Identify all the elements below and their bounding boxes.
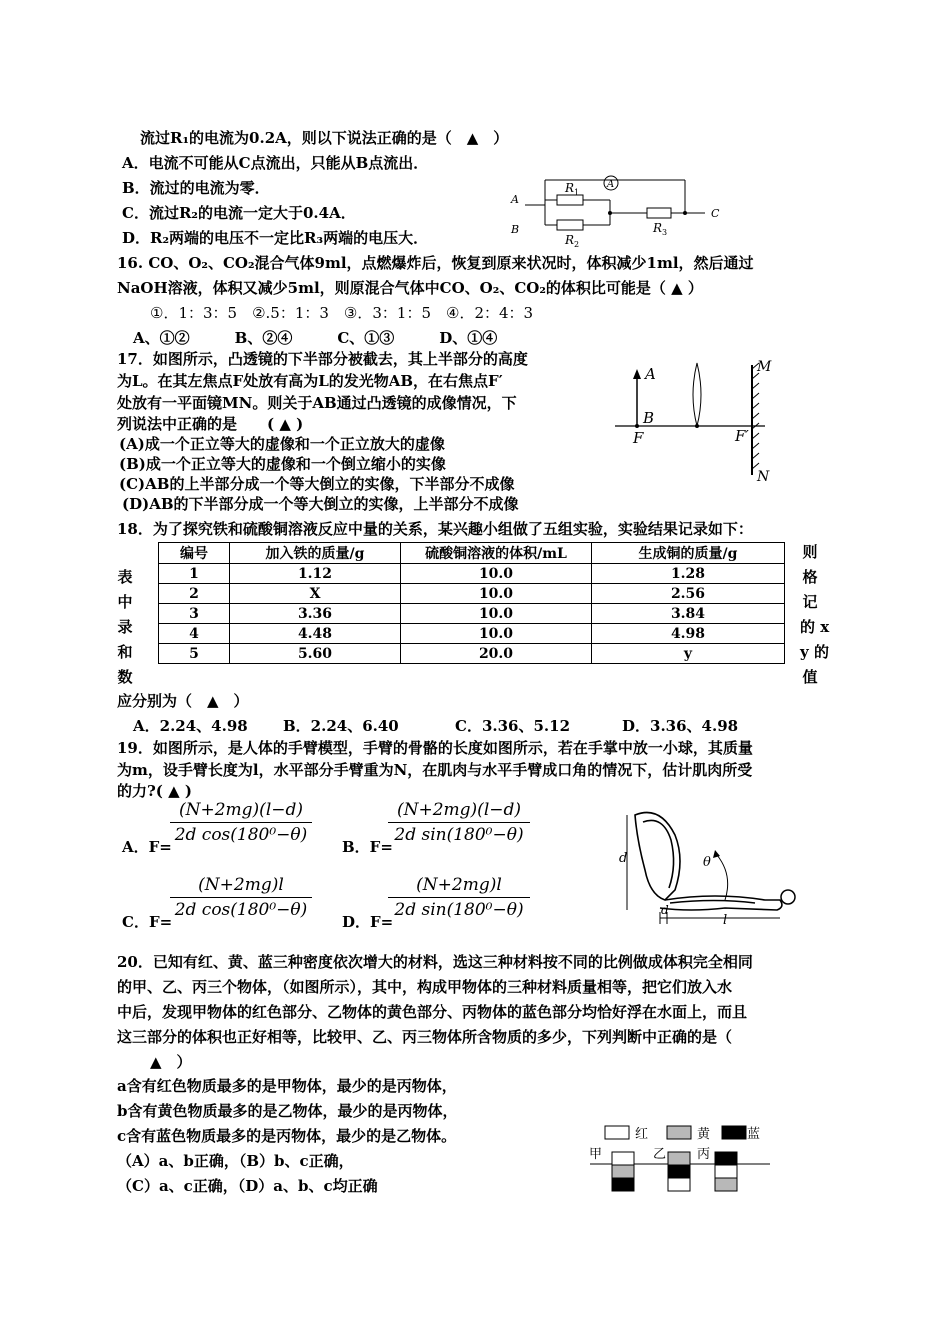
- q20-line-2: 的甲、乙、丙三个物体，（如图所示），其中，构成甲物体的三种材料质量相等，把它们放入水: [117, 978, 733, 996]
- q18-right-char-3: 记: [802, 593, 818, 611]
- table-row: [159, 644, 785, 664]
- q19-option-b-formula: [388, 800, 530, 845]
- q20-objects-diagram: [585, 1120, 775, 1200]
- table-cell: 10.0: [401, 604, 592, 624]
- q15-option-c: C．流过R₂的电流一定大于0.4A．: [122, 204, 356, 222]
- yi-yellow-part: [668, 1152, 690, 1165]
- legend-red-swatch: [605, 1126, 629, 1139]
- q20-line-3: 中后，发现甲物体的红色部分、乙物体的黄色部分、丙物体的蓝色部分均恰好浮在水面上，而且: [117, 1003, 748, 1021]
- formula-denominator: 2d cos(180⁰−θ): [174, 825, 308, 845]
- q16-ratios: ①．1：3：5 ②.5：1：3 ③．3：1：5 ④．2：4：3: [150, 304, 534, 322]
- q18-tail: 应分别为（ ▲ ）: [117, 692, 249, 710]
- arm-label-d-small: d: [661, 903, 669, 917]
- label-yi: 乙: [653, 1147, 667, 1162]
- q15-option-b: B．流过的电流为零．: [122, 179, 270, 197]
- bing-red-part: [715, 1165, 737, 1178]
- q18-left-char-5: 数: [117, 668, 133, 686]
- formula-numerator: (N+2mg)l: [388, 875, 530, 898]
- q19-option-a-label: A．F=: [122, 838, 172, 856]
- q20-statement-b: b含有黄色物质最多的是乙物体，最少的是丙物体，: [117, 1102, 458, 1120]
- table-cell: 1: [159, 564, 230, 584]
- label-jia: 甲: [589, 1147, 603, 1162]
- q19-option-b-label: B．F=: [342, 838, 393, 856]
- circuit-label-r2-sub: 2: [574, 240, 580, 249]
- q19-line-1: 19．如图所示，是人体的手臂模型，手臂的骨骼的长度如图所示，若在手掌中放一小球，其质量: [117, 739, 753, 757]
- arm-label-l: l: [723, 913, 728, 928]
- circuit-label-r2: R: [565, 233, 575, 247]
- q18-left-char-2: 中: [117, 593, 133, 611]
- q20-statement-c: c含有蓝色物质最多的是丙物体，最少的是乙物体。: [117, 1127, 457, 1145]
- q19-option-c-label: C．F=: [122, 913, 173, 931]
- legend-blue-swatch: [722, 1126, 746, 1139]
- table-row: [159, 564, 785, 584]
- label-bing: 丙: [697, 1147, 711, 1162]
- q17-line-1: 17．如图所示，凸透镜的下半部分被截去，其上半部分的高度: [117, 350, 528, 368]
- q16-line-2: NaOH溶液，体积又减少5ml，则原混合气体中CO、O₂、CO₂的体积比可能是（ ▲ ）: [117, 279, 703, 297]
- arm-label-d: d: [619, 851, 628, 866]
- q15-circuit-diagram: [505, 170, 735, 252]
- q19-line-2: 为m，设手臂长度为l，水平部分手臂重为N，在肌肉与水平手臂成口角的情况下，估计肌肉所受: [117, 761, 753, 779]
- table-cell: 4: [159, 624, 230, 644]
- table-cell: 3.36: [230, 604, 401, 624]
- circuit-label-a: A: [511, 193, 519, 206]
- arm-label-theta: θ: [703, 855, 711, 870]
- q18-choice-c: C．3.36、5.12: [455, 717, 571, 735]
- bing-blue-part: [715, 1152, 737, 1165]
- q19-option-d-label: D．F=: [342, 913, 394, 931]
- q19-option-d-formula: [388, 875, 530, 920]
- legend-yellow-swatch: [667, 1126, 691, 1139]
- circuit-label-b: B: [511, 223, 520, 236]
- table-cell: 5: [159, 644, 230, 664]
- formula-denominator: 2d sin(180⁰−θ): [394, 900, 524, 920]
- table-cell: y: [592, 644, 785, 664]
- q20-line-1: 20．已知有红、黄、蓝三种密度依次增大的材料，选这三种材料按不同的比例做成体积完全相同: [117, 953, 753, 971]
- q17-lens-mirror-diagram: [605, 355, 785, 485]
- table-cell: 20.0: [401, 644, 592, 664]
- table-cell: 5.60: [230, 644, 401, 664]
- ammeter-label: A: [607, 179, 615, 190]
- q18-left-char-1: 表: [117, 568, 133, 586]
- q17-line-2: 为L。在其左焦点F处放有高为L的发光物AB，在右焦点F′: [117, 372, 503, 390]
- q17-option-d: (D)AB的下半部分成一个等大倒立的实像，上半部分不成像: [122, 495, 519, 513]
- q20-statement-a: a含有红色物质最多的是甲物体，最少的是丙物体，: [117, 1077, 457, 1095]
- circuit-label-r1: R: [565, 181, 575, 195]
- q20-option-1: （A）a、b正确，（B）b、c正确，: [117, 1152, 354, 1170]
- circuit-label-r3-sub: 3: [662, 228, 668, 237]
- table-cell: 2: [159, 584, 230, 604]
- q18-left-char-4: 和: [117, 643, 133, 661]
- q16-choices: A、①② B、②④ C、①③ D、①④: [133, 329, 498, 347]
- jia-blue-part: [612, 1178, 634, 1191]
- jia-red-part: [612, 1152, 634, 1165]
- q15-option-a: A．电流不可能从C点流出，只能从B点流出．: [122, 154, 429, 172]
- q18-left-char-3: 录: [117, 618, 133, 636]
- header-cell: 编号: [159, 543, 230, 564]
- fig-label-f: F: [633, 429, 644, 447]
- circuit-label-c: C: [711, 207, 720, 220]
- jia-yellow-part: [612, 1165, 634, 1178]
- q17-option-c: (C)AB的上半部分成一个等大倒立的实像，下半部分不成像: [119, 475, 515, 493]
- q18-data-table: [158, 542, 785, 664]
- formula-numerator: (N+2mg)l: [170, 875, 312, 898]
- table-cell: 10.0: [401, 584, 592, 604]
- legend-red-label: 红: [635, 1127, 649, 1142]
- q18-choice-d: D．3.36、4.98: [622, 717, 739, 735]
- q19-option-a-formula: [170, 800, 312, 845]
- table-cell: 1.28: [592, 564, 785, 584]
- table-cell: 4.48: [230, 624, 401, 644]
- bing-yellow-part: [715, 1178, 737, 1191]
- circuit-label-r1-sub: 1: [574, 188, 580, 197]
- q18-right-char-2: 格: [802, 568, 818, 586]
- table-cell: 10.0: [401, 564, 592, 584]
- q18-right-char-4: 的 x: [800, 618, 830, 636]
- table-row: [159, 604, 785, 624]
- q16-line-1: 16. CO、O₂、CO₂混合气体9ml，点燃爆炸后，恢复到原来状况时，体积减少1ml，然后通过: [117, 254, 754, 272]
- q18-choice-a: A．2.24、4.98: [133, 717, 248, 735]
- yi-red-part: [668, 1178, 690, 1191]
- table-row: [159, 584, 785, 604]
- formula-numerator: (N+2mg)(l−d): [170, 800, 312, 823]
- fig-label-a: A: [645, 365, 656, 383]
- q15-option-d: D．R₂两端的电压不一定比R₃两端的电压大．: [122, 229, 429, 247]
- q17-line-3: 处放有一平面镜MN。则关于AB通过凸透镜的成像情况，下: [117, 394, 517, 412]
- q18-right-char-6: 值: [802, 668, 818, 686]
- q18-stem: 18．为了探究铁和硫酸铜溶液反应中量的关系，某兴趣小组做了五组实验，实验结果记录如下：: [117, 520, 753, 538]
- table-cell: X: [230, 584, 401, 604]
- q19-option-c-formula: [170, 875, 312, 920]
- q20-option-2: （C）a、c正确，（D）a、b、c均正确: [117, 1177, 378, 1195]
- formula-numerator: (N+2mg)(l−d): [388, 800, 530, 823]
- table-cell: 1.12: [230, 564, 401, 584]
- q19-arm-diagram: [605, 800, 805, 930]
- q20-line-5: ▲ ）: [150, 1053, 192, 1071]
- legend-yellow-label: 黄: [697, 1127, 711, 1142]
- q17-line-4: 列说法中正确的是 ( ▲ ): [117, 415, 304, 433]
- fig-label-m: M: [757, 359, 772, 375]
- q17-option-b: (B)成一个正立等大的虚像和一个倒立缩小的实像: [119, 455, 446, 473]
- fig-label-n: N: [757, 469, 770, 485]
- q19-line-3: 的力?( ▲ ): [117, 782, 192, 800]
- q18-choice-b: B．2.24、6.40: [283, 717, 399, 735]
- q18-right-char-1: 则: [802, 543, 818, 561]
- table-cell: 3.84: [592, 604, 785, 624]
- table-header-row: [159, 543, 785, 564]
- formula-denominator: 2d cos(180⁰−θ): [174, 900, 308, 920]
- q20-line-4: 这三部分的体积也正好相等，比较甲、乙、丙三物体所含物质的多少，下列判断中正确的是（: [117, 1028, 733, 1046]
- table-cell: 4.98: [592, 624, 785, 644]
- circuit-label-r3: R: [653, 221, 663, 235]
- table-cell: 10.0: [401, 624, 592, 644]
- formula-denominator: 2d sin(180⁰−θ): [394, 825, 524, 845]
- fig-label-b: B: [643, 409, 655, 427]
- table-row: [159, 624, 785, 644]
- header-cell: 加入铁的质量/g: [230, 543, 401, 564]
- header-cell: 生成铜的质量/g: [592, 543, 785, 564]
- fig-label-f-prime: F′: [735, 427, 749, 445]
- q18-right-char-5: y 的: [800, 643, 829, 661]
- header-cell: 硫酸铜溶液的体积/mL: [401, 543, 592, 564]
- table-cell: 3: [159, 604, 230, 624]
- q17-option-a: (A)成一个正立等大的虚像和一个正立放大的虚像: [119, 435, 445, 453]
- yi-blue-part: [668, 1165, 690, 1178]
- legend-blue-label: 蓝: [747, 1127, 761, 1142]
- table-cell: 2.56: [592, 584, 785, 604]
- q15-stem: 流过R₁的电流为0.2A，则以下说法正确的是（ ▲ ）: [140, 129, 509, 147]
